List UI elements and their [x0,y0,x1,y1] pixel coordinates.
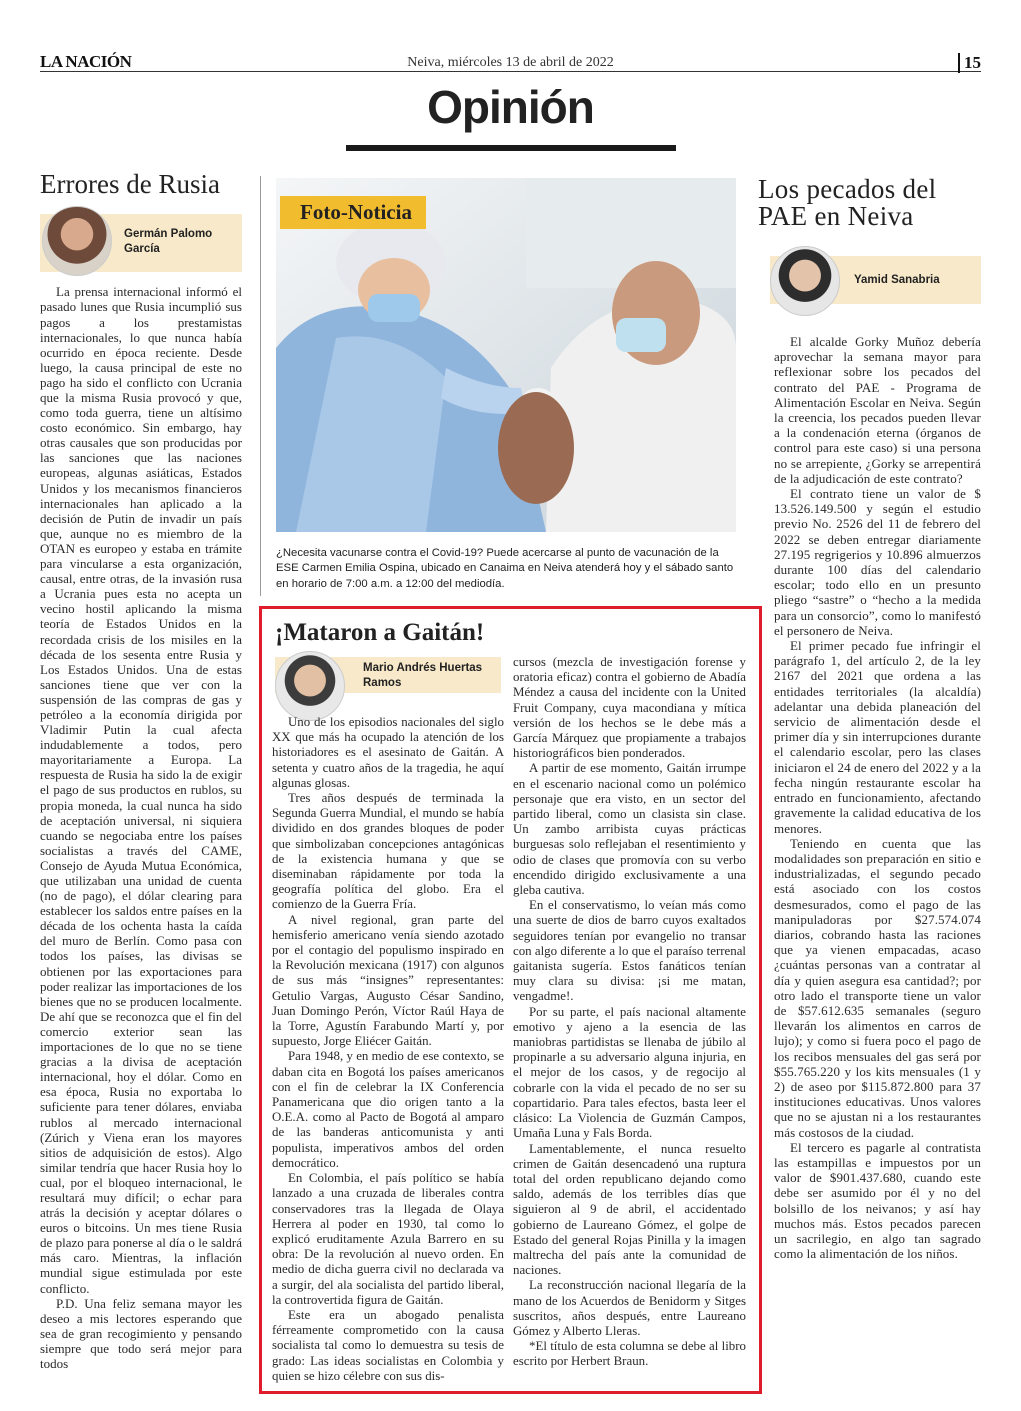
paragraph: El tercero es pagarle al contratista las estampillas e impuestos por un valor de $901.437.680, cuando este debe ser asumido por él y no del bolsillo de los neivanos; y así hay muchos más. Estos pecados parecen un sacrilegio, en algo tan sagrado como la alimentación de los niños. [774,1139,981,1262]
paragraph: A nivel regional, gran parte del hemisferio americano venía siendo azotado por el contagio del populismo inspirado en la Revolución mexicana (1917) con algunos de sus más “insignes” representantes: Getulio Vargas, Augusto César Sandino, Juan Domingo Perón, Víctor Raúl Haya de la Torre, Agustín Farabundo Martí y, por supuesto, Jorge Eliécer Gaitán. [272,912,504,1049]
photo-news-tag: Foto-Noticia [280,196,426,229]
paragraph: En Colombia, el país político se había lanzado a una cruzada de liberales contra conservadores tras la llegada de Olaya Herrera al poder en 1930, tal como lo explicó eruditamente Azula Barrero en su obra: De la revolución al nuevo orden. En medio de dicha guerra civil no declarada va a surgir, del ala socialista del partido liberal, la controvertida figura de Gaitán. [272,1171,504,1307]
author-name: Yamid Sanabria [854,274,940,286]
left-article-body [40,284,242,1371]
paragraph: Tres años después de terminada la Segunda Guerra Mundial, el mundo se había dividido en dos grandes bloques de poder que simbolizaban concepciones antagónicas de la existencia humana y que se diseminaban rápidamente por toda la geografía política del globo. Era el comienzo de la Guerra Fría. [272,791,504,912]
center-article-byline [275,657,501,693]
center-article-col2 [513,655,746,1370]
column-divider [260,176,261,596]
author-name: Germán Palomo García [124,228,213,256]
center-article-col1 [272,715,504,1384]
right-article-byline [770,256,981,304]
author-name: Mario Andrés Huertas Ramos [363,662,483,689]
page-number: 15 [958,53,981,73]
paragraph: P.D. Una feliz semana mayor les deseo a mis lectores esperando que sea de gran recogimiento y pensando siempre que todo será mejor para todos [40,1295,242,1371]
paragraph: Por su parte, el país nacional altamente emotivo y ajeno a la esencia de las maniobras partidistas se llenaba de júbilo al propinarle a su adversario alguna injuria, en el mejor de los casos, y de regocijo al cobrarle con la vida el pecado de no ser su copartidario. Para tales efectos, basta leer el clásico: La Violencia de Guzmán Campos, Umaña Luna y Fals Borda. [513,1004,746,1141]
paragraph: A partir de ese momento, Gaitán irrumpe en el escenario nacional como un polémico personaje que era visto, en un sector del partido liberal, como un clasista sin clase. Un zambo arribista cuyas prácticas burguesas solo reflejaban el resentimiento y odio de clases que promovía con su verbo encendido dirigido exclusivamente a una gleba cautiva. [513,761,746,898]
paragraph: *El título de esta columna se debe al libro escrito por Herbert Braun. [513,1339,746,1369]
paragraph: En el conservatismo, lo veían más como una suerte de dios de barro cuyos exaltados seguidores tenían por evangelio no transar con algo diferente a lo que el paraíso terrenal gaitanista sugería. Estos fanáticos tenían muy clara su divisa: ¡si me matan, vengadme!. [513,898,746,1004]
paragraph: Lamentablemente, el nunca resuelto crimen de Gaitán desencadenó una ruptura total del orden republicano dejando como saldo, además de los terribles días que siguieron al 9 de abril, el accidentado gobierno de Laureano Gómez, el golpe de Estado del general Rojas Pinilla y la imagen maltrecha del país ante la comunidad de naciones. [513,1141,746,1278]
author-photo [42,206,112,276]
paragraph: Teniendo en cuenta que las modalidades son preparación en sitio e industrializadas, el segundo pecado está asociado con los costos desmesurados, como el pago de las manipuladoras por $27.574.074 diarios, cobrando hasta las raciones que ya vienen empacadas, acaso ¿cuántas personas van a contratar al día y quien asegura esa cantidad?; por otro lado el transporte tiene un valor de $57.612.635 semanales (seguro llevarán los alimentos en carros de lujo); y como si fuera poco el pago de los recibos mensuales del gas será por $55.765.220 y los kits mensuales (1 y 2) de aseo por $115.872.800 para 37 instituciones educativas. Unos valores que no se ajustan ni a los restaurantes más costosos de la ciudad. [774,835,981,1140]
author-photo [770,246,840,316]
section-rule [346,145,676,151]
paragraph: Uno de los episodios nacionales del siglo XX que más ha ocupado la atención de los historiadores es el asesinato de Gaitán. A setenta y cuatro años de la tragedia, he aquí algunas glosas. [272,715,504,790]
paragraph: La prensa internacional informó el pasado lunes que Rusia incumplió sus pagos a los prestamistas internacionales, lo que nunca había ocurrido en época reciente. Desde luego, la causa principal de este no pago ha sido el conflicto con Ucrania que la misma Rusia provocó y que, como toda guerra, tiene un altísimo costo económico. Sin embargo, hay otras causales que son producidas por las sanciones que las naciones europeas, algunas asiáticas, Estados Unidos y los mecanismos financieros internacionales han aplicado a la decisión de Putin de invadir un país que, aunque no es miembro de la OTAN es europeo y estaba en trámite para vincularse a esta organización, causal, entre otras, de la invasión rusa a Ucrania pues esta no acepta un vecino hostil aplicando la misma teoría de Estados Unidos en la recordada crisis de los misiles en la década de los sesenta entre Rusia y Los Estados Unidos. Una de estas sanciones tiene que ver con la suspensión de las compras de gas y petróleo a la economía dirigida por Vladimir Putin la cual afecta indudablemente a todos, pero mayoritariamente a Europa. La respuesta de Rusia ha sido la de exigir el pago de sus productos en rublos, su propia moneda, la cual nunca ha sido de aceptación universal, ni siquiera cuando se negociaba entre los países socialistas a través del CAME, Consejo de Ayuda Mutua Económica, que utilizaban una unidad de cuenta (no de pago), el dólar clearing para establecer los saldos entre países en la década de los ochenta hasta la caída del muro de Berlín. Como pasa con todos los países, las divisas se obtienen por las exportaciones para poder realizar las importaciones de los bienes que no se producen localmente. De ahí que se reconozca que el fin del comercio exterior sean las importaciones de lo que no se tiene gracias a la divisa de aceptación internacional, hoy el dólar. Como en esa época, Rusia no exportaba lo suficiente para tener dólares, enviaba rublos al mercado internacional (Zúrich y Viena eran los mayores sitios de adquisición de estos). Algo similar tendría que hacer Rusia hoy lo cual, por el bloqueo internacional, le resultará muy difícil; o echar para atrás la decisión y aceptar dólares o euros o bitcoins. Un mes tiene Rusia de plazo para ponerse al día o le saldrá más caro. Mientras, la inflación mundial sigue estimulada por este conflicto. [40,284,242,1296]
paragraph: El contrato tiene un valor de $ 13.526.149.500 y según el estudio previo No. 2526 del 11 de febrero del 2022 se deben entregar diariamente 27.195 regrigerios y 10.896 almuerzos durante 100 días del calendario escolar; todo ello en un presunto pliego “sastre” o “hecho a la medida para un consorcio”, como lo manifestó el personero de Neiva. [774,486,981,638]
center-article-box [259,606,762,1394]
center-article-title: ¡Mataron a Gaitán! [275,619,485,646]
paragraph: Este era un abogado penalista férreamente comprometido con la causa socialista tal como lo demuestra su tesis de grado: Las ideas socialistas en Colombia y quien se hizo célebre con sus dis- [272,1307,504,1383]
newspaper-logo: LA NACIÓN [40,52,132,71]
left-article-byline [40,214,242,272]
paragraph: Para 1948, y en medio de ese contexto, se daban cita en Bogotá los países americanos con el fin de celebrar la IX Conferencia Panamericana que dio origen tanto a la O.E.A. como al Pacto de Bogotá al amparo de las banderas anticomunista y anti populista, imperativos ambos del orden democrático. [272,1049,504,1170]
masthead [40,52,981,72]
vaccination-photo-illustration [276,178,736,532]
dateline: Neiva, miércoles 13 de abril de 2022 [407,55,614,70]
photo-caption: ¿Necesita vacunarse contra el Covid-19? Puede acercarse al punto de vacunación de la ESE Carmen Emilia Ospina, ubicado en Canaima en Neiva atenderá hoy y el sábado santo en horario de 7:00 a.m. a 12:00 del mediodía. [276,547,734,590]
paragraph: cursos (mezcla de investigación forense y oratoria eficaz) contra el gobierno de Abadía Méndez a causa del incidente con la United Fruit Company, cuya macondiana y mítica versión de los hechos se le debe más a García Márquez que propiamente a trabajos historiográficos bien ponderados. [513,655,746,761]
author-photo [275,651,345,721]
news-photo [276,178,736,532]
paragraph: El primer pecado fue infringir el parágrafo 1, del artículo 2, de la ley 2167 del 2021 que ordena a las entidades territoriales (la alcaldía) adelantar una debida planeación del servicio de alimentación desde el primer día y sin interrupciones durante el calendario escolar, pero las clases iniciaron el 24 de enero del 2022 y a la fecha ningún restaurante escolar ha entrado en funcionamiento, afectando gravemente la calidad educativa de los menores. [774,638,981,836]
left-article-title: Errores de Rusia [40,169,220,199]
paragraph: La reconstrucción nacional llegaría de la mano de los Acuerdos de Benidorm y Sitges suscritos, años después, entre Laureano Gómez y Alberto Lleras. [513,1278,746,1338]
paragraph: El alcalde Gorky Muñoz debería aprovechar la semana mayor para reflexionar sobre los pecados del contrato del PAE - Programa de Alimentación Escolar en Neiva. Según la creencia, los pecados pueden llevar a la condenación eterna (órganos de control para este caso) si una persona no se arrepiente, ¿Gorky se arrepentirá de la adjudicación de este contrato? [774,334,981,486]
right-article [758,176,981,1261]
right-article-body [774,334,981,1261]
section-title: Opinión [427,81,594,133]
left-article [40,170,242,1371]
right-article-title: Los pecados del PAE en Neiva [758,174,937,231]
